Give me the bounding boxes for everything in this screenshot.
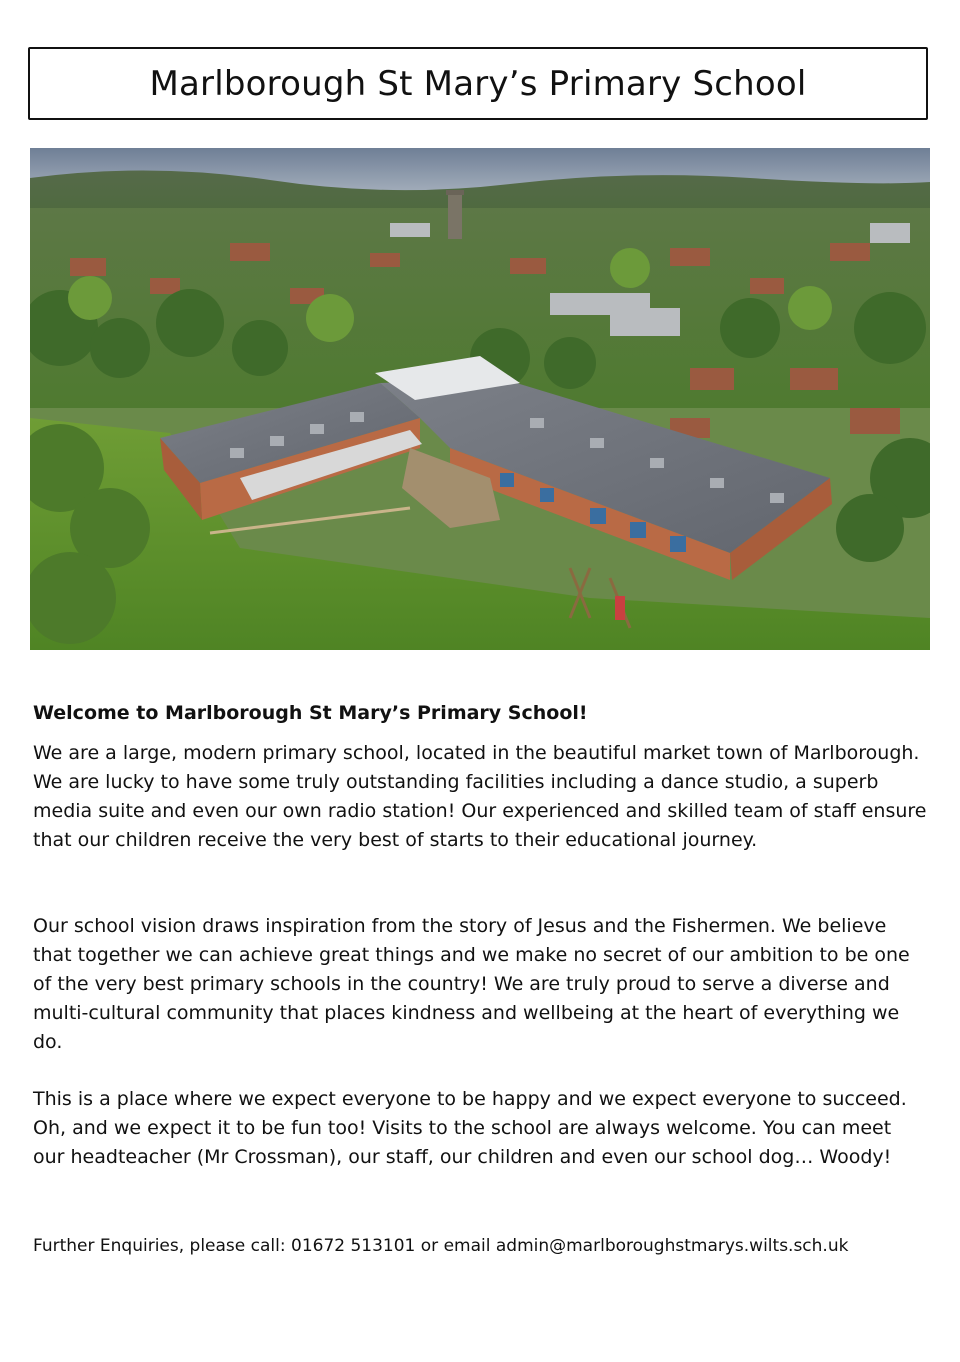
welcome-paragraph-1: We are a large, modern primary school, located in the beautiful market town of Marlborough. We are lucky to have some truly outstanding facilities including a dance studio, a superb media suite and even our own radio station! Our experienced and skilled team of staff ensure that our children receive the very best of starts to their educational journey. (33, 742, 927, 851)
enquiries-contact: Further Enquiries, please call: 01672 513101 or email admin@marlboroughstmarys.wilts.sch.uk (33, 1236, 849, 1256)
title-box (28, 47, 928, 120)
welcome-paragraph-2: Our school vision draws inspiration from the story of Jesus and the Fishermen. We believe that together we can achieve great things and we make no secret of our ambition to be one of the very best primary schools in the country! We are truly proud to serve a diverse and multi-cultural community that places kindness and wellbeing at the heart of everything we do. (33, 915, 910, 1053)
aerial-school-photo (30, 148, 930, 650)
welcome-paragraph-3: This is a place where we expect everyone to be happy and we expect everyone to succeed. Oh, and we expect it to be fun too! Visits to the school are always welcome. You can meet our headteacher (Mr Crossman), our staff, our children and even our school dog… Woody! (33, 1088, 907, 1168)
page-title: Marlborough St Mary’s Primary School (149, 63, 807, 104)
welcome-heading: Welcome to Marlborough St Mary’s Primary School! (33, 702, 588, 724)
